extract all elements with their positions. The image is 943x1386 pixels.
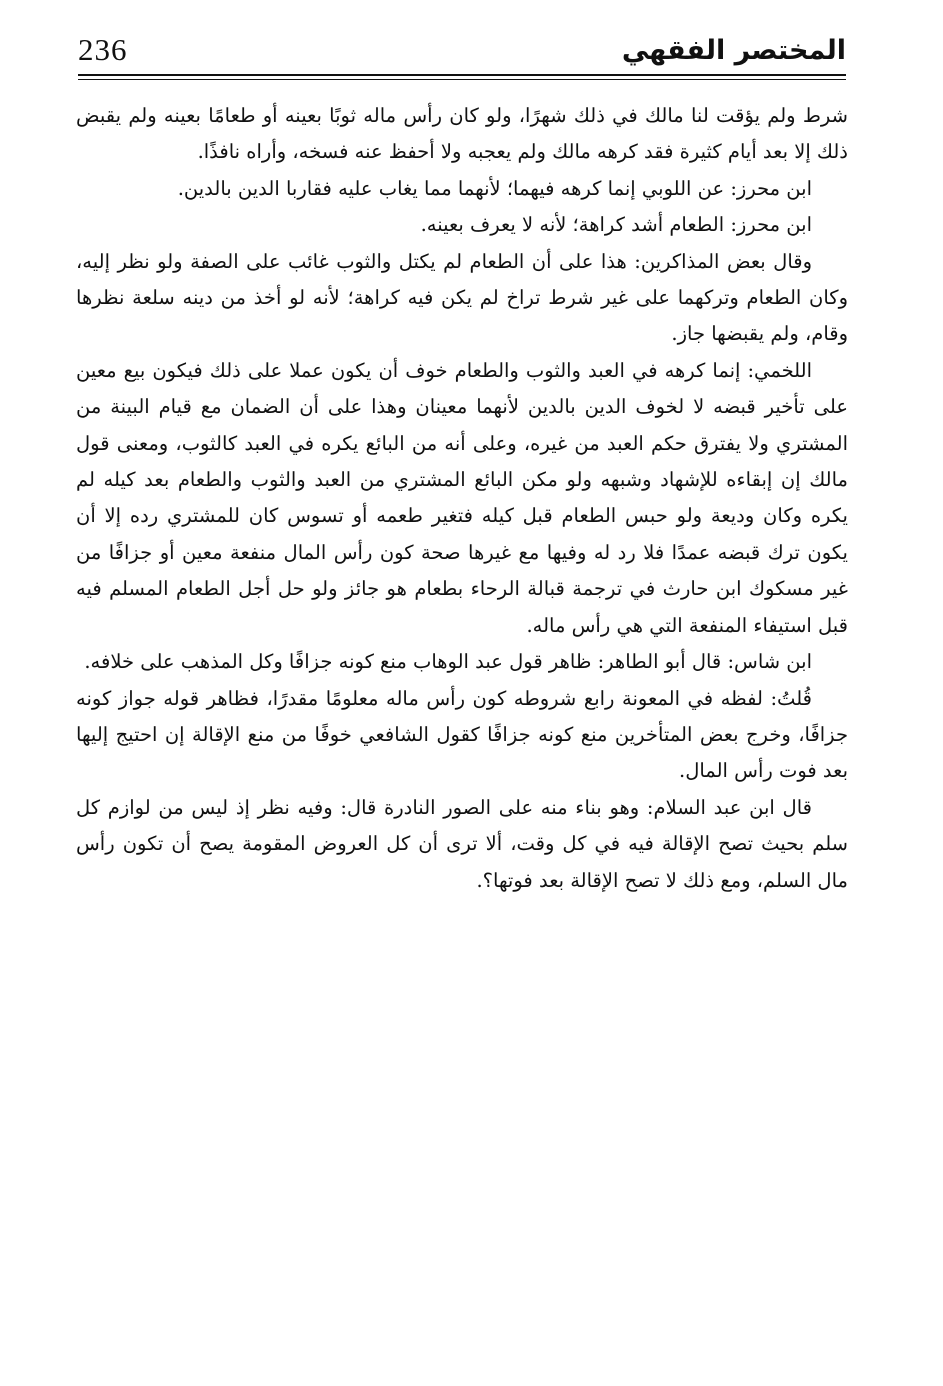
body-text [76, 98, 848, 899]
page-number: 236 [78, 32, 128, 67]
header-rule [78, 74, 846, 76]
page-header [78, 30, 846, 76]
paragraph: قُلتُ: لفظه في المعونة رابع شروطه كون رأس ماله معلومًا مقدرًا، فظاهر قوله جواز كونه جزافًا، وخرج بعض المتأخرين منع كونه جزافًا كقول الشافعي خوفًا من منع الإقالة إن احتيج إليها بعد فوت رأس المال. [76, 686, 848, 783]
paragraph: وقال بعض المذاكرين: هذا على أن الطعام لم يكتل والثوب غائب على الصفة ولو نظر إليه، وكان الطعام وتركهما على غير شرط تراخ لم يكن فيه كراهة؛ لأنه لو أخذ من دينه سلعة نظرها وقام، ولم يقبضها جاز. [76, 249, 848, 346]
paragraph: ابن محرز: الطعام أشد كراهة؛ لأنه لا يعرف بعينه. [420, 213, 812, 237]
paragraph: ابن شاس: قال أبو الطاهر: ظاهر قول عبد الوهاب منع كونه جزافًا وكل المذهب على خلافه. [84, 650, 812, 674]
header-rule-thin [78, 79, 846, 80]
paragraph: قال ابن عبد السلام: وهو بناء منه على الصور النادرة قال: وفيه نظر إذ ليس من لوازم كل سلم بحيث تصح الإقالة فيه في كل وقت، ألا ترى أن كل العروض المقومة يصح أن تكون رأس مال السلم، ومع ذلك لا تصح الإقالة بعد فوتها؟. [76, 795, 848, 892]
paragraph: ابن محرز: عن اللوبي إنما كرهه فيهما؛ لأنهما مما يغاب عليه فقاربا الدين بالدين. [177, 176, 812, 200]
paragraph: اللخمي: إنما كرهه في العبد والثوب والطعام خوف أن يكون عملا على ذلك فيكون بيع معين على تأخير قبضه لا لخوف الدين بالدين لأنهما معينان وهذا على أن الضمان مع قيام البينة من المشتري ولا يفترق حكم العبد من غيره، وعلى أنه من البائع يكره في العبد كالثوب، ومعنى قول مالك إن إبقاءه للإشهاد وشبهه ولو مكن البائع المشتري من العبد والثوب والطعام بعد كيله لم يكره وكان وديعة ولو حبس الطعام قبل كيله فتغير طعمه أو تسوس كان للمشتري رده إلا أن يكون ترك قبضه عمدًا فلا رد له وفيها مع غيرها صحة كون رأس المال منفعة معين أو جزافًا من غير مسكوك ابن حارث في ترجمة قبالة الرحاء بطعام هو جائز ولو حل أجل الطعام المسلم فيه قبل استيفاء المنفعة التي هي رأس ماله. [76, 358, 848, 637]
paragraph: شرط ولم يؤقت لنا مالك في ذلك شهرًا، ولو كان رأس ماله ثوبًا بعينه أو طعامًا بعينه ولم يقبض ذلك إلا بعد أيام كثيرة فقد كرهه مالك ولم يعجبه ولا أحفظ عنه فسخه، وأراه نافذًا. [76, 104, 848, 164]
running-title: المختصر الفقهي [621, 35, 846, 66]
